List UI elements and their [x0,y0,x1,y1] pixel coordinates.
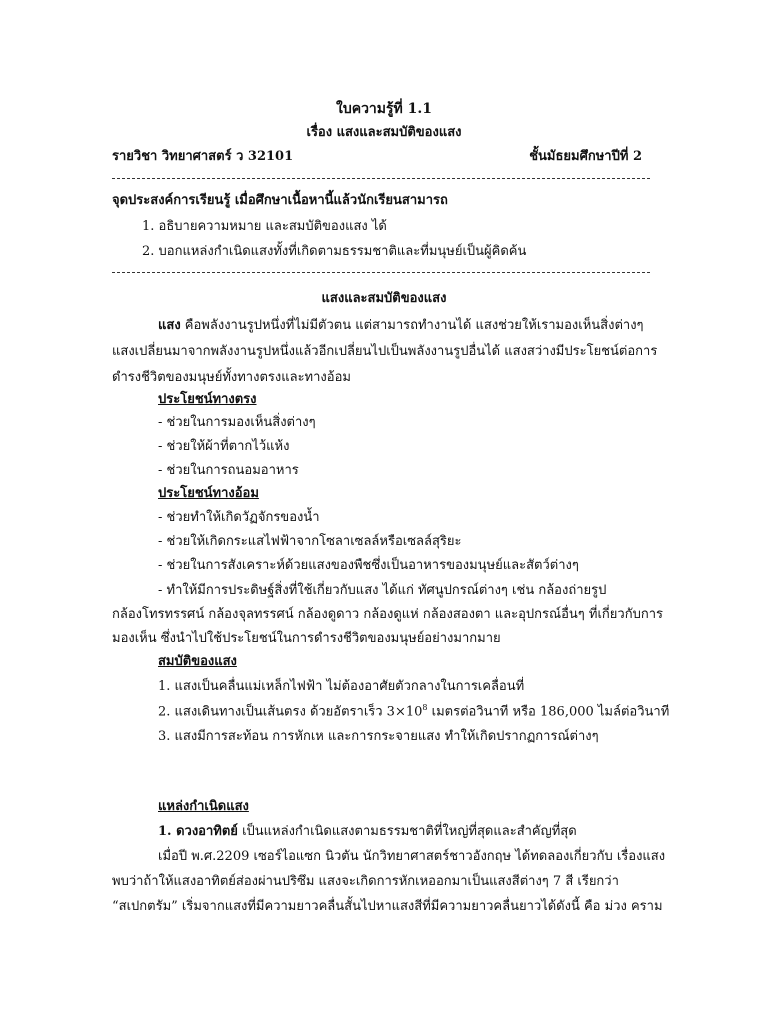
light-sources-heading: แหล่งกำเนิดแสง [158,799,249,814]
section-title: แสงและสมบัติของแสง [321,291,447,306]
newton-paragraph-line-3: “สเปกตรัม” เริ่มจากแสงที่มีความยาวคลื่นสั้นไปหาแสงสีที่มีความยาวคลื่นยาวได้ดังนี้ คือ ม่วง คราม [112,899,663,914]
divider-bottom [112,272,650,273]
property-item-1: 1. แสงเป็นคลื่นแม่เหล็กไฟฟ้า ไม่ต้องอาศัยตัวกลางในการเคลื่อนที่ [158,679,525,694]
document-subtitle: เรื่อง แสงและสมบัติของแสง [306,125,462,140]
intro-term: แสง [158,318,181,333]
indirect-benefit-continuation-2: มองเห็น ซึ่งนำไปใช้ประโยชน์ในการดำรงชีวิตของมนุษย์อย่างมากมาย [112,631,501,646]
indirect-benefit-item-1: - ช่วยทำให้เกิดวัฏจักรของน้ำ [158,510,320,525]
exponent-superscript: 8 [422,703,428,712]
intro-paragraph-line-2: แสงเปลี่ยนมาจากพลังงานรูปหนึ่งแล้วอีกเปลี่ยนไปเป็นพลังงานรูปอื่นได้ แสงสว่างมีประโยชน์ต่อการ [112,344,658,359]
property-item-2-pre: 2. แสงเดินทางเป็นเส้นตรง ด้วยอัตราเร็ว 3×10 [158,704,423,720]
property-item-2 [158,703,669,721]
direct-benefits-heading: ประโยชน์ทางตรง [158,392,257,407]
subject-label: รายวิชา วิทยาศาสตร์ ว 32101 [112,149,294,164]
direct-benefit-item-1: - ช่วยในการมองเห็นสิ่งต่างๆ [158,415,316,430]
objective-item-1: 1. อธิบายความหมาย และสมบัติของแสง ได้ [142,219,387,234]
objective-item-2: 2. บอกแหล่งกำเนิดแสงทั้งที่เกิดตามธรรมชาติและที่มนุษย์เป็นผู้คิดค้น [142,244,527,259]
light-source-item-1-label: 1. ดวงอาทิตย์ [158,824,238,839]
light-source-item-1-text: เป็นแหล่งกำเนิดแสงตามธรรมชาติที่ใหญ่ที่สุดและสำคัญที่สุด [237,824,577,839]
intro-paragraph-line-1 [158,317,644,335]
light-source-item-1 [158,823,577,841]
document-title: ใบความรู้ที่ 1.1 [335,101,433,117]
indirect-benefit-continuation-1: กล้องโทรทรรศน์ กล้องจุลทรรศน์ กล้องดูดาว กล้องดูแห่ กล้องสองตา และอุปกรณ์อื่นๆ ที่เกี่ยวกับการ [112,607,663,622]
indirect-benefit-item-2: - ช่วยให้เกิดกระแสไฟฟ้าจากโซลาเซลล์หรือเซลล์สุริยะ [158,534,462,549]
indirect-benefits-heading: ประโยชน์ทางอ้อม [158,486,259,501]
intro-line-1-text: คือพลังงานรูปหนึ่งที่ไม่มีตัวตน แต่สามารถทำงานได้ แสงช่วยให้เรามองเห็นสิ่งต่างๆ [180,318,644,333]
direct-benefit-item-2: - ช่วยให้ผ้าที่ตากไว้แห้ง [158,439,290,454]
properties-heading: สมบัติของแสง [158,654,237,669]
objectives-heading: จุดประสงค์การเรียนรู้ เมื่อศึกษาเนื้อหานี้แล้วนักเรียนสามารถ [112,193,448,208]
property-item-2-post: เมตรต่อวินาที หรือ 186,000 ไมล์ต่อวินาที [427,704,670,720]
newton-paragraph-line-1: เมื่อปี พ.ศ.2209 เซอร์ไอแซก นิวตัน นักวิทยาศาสตร์ชาวอังกฤษ ได้ทดลองเกี่ยวกับ เรื่องแสง [158,849,666,864]
grade-label: ชั้นมัธยมศึกษาปีที่ 2 [529,149,642,164]
divider-top [112,178,650,179]
direct-benefit-item-3: - ช่วยในการถนอมอาหาร [158,463,299,478]
intro-paragraph-line-3: ดำรงชีวิตของมนุษย์ทั้งทางตรงและทางอ้อม [112,370,351,385]
newton-paragraph-line-2: พบว่าถ้าให้แสงอาทิตย์ส่องผ่านปริซึม แสงจะเกิดการหักเหออกมาเป็นแสงสีต่างๆ 7 สี เรียกว่า [112,874,619,889]
property-item-3: 3. แสงมีการสะท้อน การหักเห และการกระจายแสง ทำให้เกิดปรากฏการณ์ต่างๆ [158,729,599,744]
indirect-benefit-item-4: - ทำให้มีการประดิษฐ์สิ่งที่ใช้เกี่ยวกับแสง ได้แก่ ทัศนูปกรณ์ต่างๆ เช่น กล้องถ่ายรูป [158,583,607,598]
indirect-benefit-item-3: - ช่วยในการสังเคราะห์ด้วยแสงของพืชซึ่งเป็นอาหารของมนุษย์และสัตว์ต่างๆ [158,558,579,573]
